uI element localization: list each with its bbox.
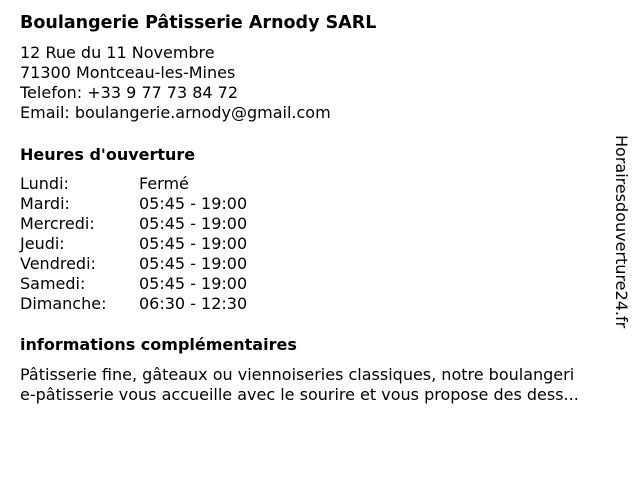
day-label: Dimanche:: [20, 294, 107, 313]
info-line: e-pâtisserie vous accueille avec le sourire et vous propose des dess...: [20, 385, 579, 404]
hours-row-tuesday: [20, 194, 247, 214]
time-value: 05:45 - 19:00: [139, 234, 248, 253]
site-watermark: Horairesdouverture24.fr: [612, 135, 631, 329]
time-value: 06:30 - 12:30: [139, 294, 248, 313]
street-address: 12 Rue du 11 Novembre: [20, 43, 215, 62]
day-label: Lundi:: [20, 174, 69, 193]
time-value: 05:45 - 19:00: [139, 254, 248, 273]
business-name: Boulangerie Pâtisserie Arnody SARL: [20, 13, 377, 33]
time-value: Fermé: [139, 174, 189, 193]
day-label: Samedi:: [20, 274, 86, 293]
hours-row-monday: [20, 174, 247, 194]
day-label: Jeudi:: [20, 234, 65, 253]
info-line: Pâtisserie fine, gâteaux ou viennoiseries classiques, notre boulangeri: [20, 365, 575, 384]
day-label: Mardi:: [20, 194, 70, 213]
hours-row-saturday: [20, 274, 247, 294]
hours-heading: Heures d'ouverture: [20, 145, 196, 164]
phone-number: Telefon: +33 9 77 73 84 72: [20, 83, 239, 102]
opening-hours-table: [20, 174, 247, 314]
info-description: [20, 365, 626, 405]
city-address: 71300 Montceau-les-Mines: [20, 63, 236, 82]
day-label: Vendredi:: [20, 254, 96, 273]
hours-row-thursday: [20, 234, 247, 254]
contact-block: [20, 43, 331, 123]
hours-row-wednesday: [20, 214, 247, 234]
time-value: 05:45 - 19:00: [139, 194, 248, 213]
time-value: 05:45 - 19:00: [139, 274, 248, 293]
hours-row-friday: [20, 254, 247, 274]
info-heading: informations complémentaires: [20, 335, 297, 354]
day-label: Mercredi:: [20, 214, 95, 233]
hours-row-sunday: [20, 294, 247, 314]
time-value: 05:45 - 19:00: [139, 214, 248, 233]
email-address: Email: boulangerie.arnody@gmail.com: [20, 103, 331, 122]
